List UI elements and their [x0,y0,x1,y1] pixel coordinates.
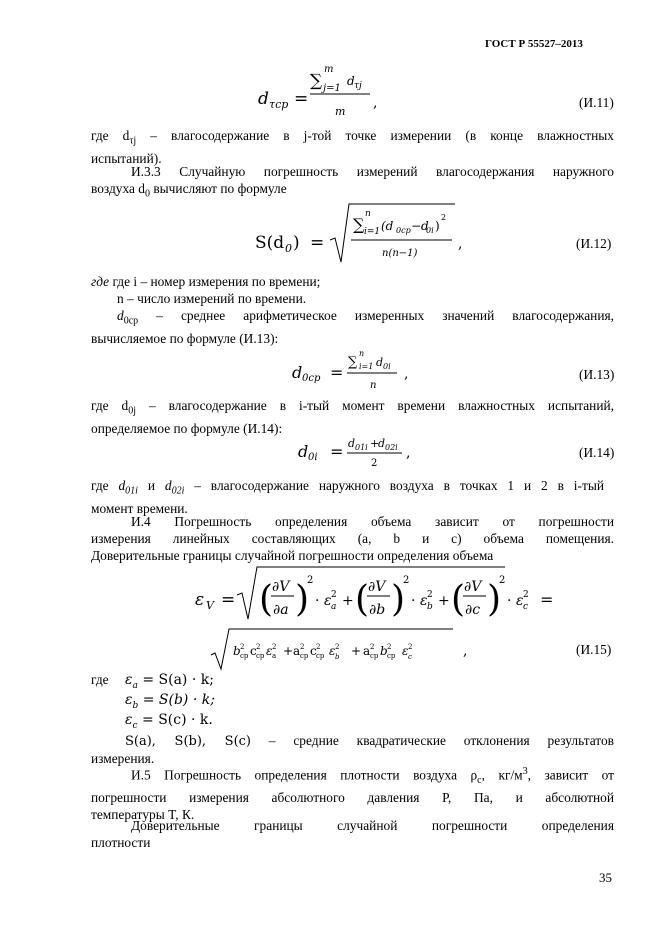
eq13-number: (И.13) [579,367,615,382]
para-9: Доверительные границы случайной погрешности определения плотности [91,818,614,850]
svg-text:ср: ср [240,652,249,660]
svg-text:0ср: 0ср [396,226,411,235]
svg-text:j=1: j=1 [323,83,341,94]
svg-text:,: , [463,643,468,659]
svg-text:b: b [380,644,388,658]
svg-text:(: ( [451,579,466,620]
svg-text:a: a [272,652,277,660]
svg-text:2: 2 [371,458,378,469]
svg-text:b: b [335,653,340,661]
svg-text:,: , [404,366,409,382]
svg-text:2: 2 [256,643,261,651]
svg-text:ε: ε [402,644,409,658]
svg-text:S(d: S(d [255,233,285,253]
svg-text:(: ( [259,579,274,620]
svg-text:∑: ∑ [348,355,358,370]
para-1: где $d_{\tau j}$ – влагосодержание в j-той точке измерении (в конце влажностных испытаний). [91,128,614,166]
svg-text:ср: ср [316,652,325,660]
svg-text:0i: 0i [383,362,391,371]
svg-text:+: + [283,644,294,658]
svg-text:2: 2 [523,590,529,600]
para-5: где $d_{01i}$ и $d_{02i}$ – влагосодержание наружного воздуха в точках 1 и 2 в i-тый момент времени. [91,478,604,516]
svg-text:ср: ср [370,652,379,660]
svg-text:ε: ε [516,593,524,609]
eq11-sum: ∑ [310,71,323,91]
svg-text:=: = [540,590,554,609]
svg-text:): ) [295,579,310,620]
svg-text:c: c [523,602,529,612]
svg-text:=: = [310,233,325,253]
eq15-number: (И.15) [576,642,612,657]
svg-text:∂b: ∂b [369,602,386,618]
page-number: 35 [599,870,612,885]
para-6: И.4 Погрешность определения объема зависит от погрешности измерения линейных составляющих (a, b и c) объема помещения. Доверительные границы случайной погрешности определения объема [91,514,614,563]
para-8: И.5 Погрешность определения плотности воздуха $\rho_c$, $кг/м^3$, зависит от погрешности измерения абсолютного давления P, Па, и абсолютной температуры T, К. [91,766,614,823]
svg-text:ε: ε [420,593,428,609]
equation-i12 [255,200,475,270]
svg-text:τj: τj [354,81,362,91]
svg-text:0i: 0i [426,226,434,235]
svg-text:01i: 01i [355,443,368,452]
svg-text:ср: ср [387,652,396,660]
svg-text:0i: 0i [308,452,318,463]
svg-text:∂V: ∂V [368,579,386,595]
svg-text:∂c: ∂c [465,602,481,618]
svg-text:2: 2 [331,590,337,600]
svg-text:d: d [298,442,309,461]
svg-text:=: = [221,590,236,610]
svg-text:·: · [315,593,320,609]
svg-text:a: a [331,602,337,612]
svg-text:0: 0 [285,242,292,255]
svg-text:2: 2 [335,643,340,651]
svg-text:n: n [359,349,365,358]
para-3: где где i – номер измерения по времени; n – число измерений по времени. $d_{0ср}$ – среднее арифметическое измеренных значений влагосодержания, вычисляемое по формуле (И.13): [91,274,614,346]
svg-text:∂V: ∂V [464,579,482,595]
svg-text:2: 2 [370,643,375,651]
equation-i11 [240,60,420,122]
svg-text:+: + [351,644,362,658]
svg-text:0ср: 0ср [302,373,321,384]
svg-text:): ) [391,579,406,620]
equation-i14 [296,430,426,472]
svg-text:02i: 02i [385,443,398,452]
standard-header: ГОСТ Р 55527–2013 [485,38,583,50]
svg-text:2: 2 [441,213,447,222]
svg-text:c: c [310,644,317,658]
svg-text:c: c [250,644,257,658]
svg-text:d: d [292,363,303,382]
para-7: где $\varepsilon_a = S(a) \cdot k$; $\varepsilon_b = S(b) \cdot k$; $\varepsilon_c = S(c) \cdot k$. S(a), S(b), S(c) – средние квадратические отклонения результатов измерения. [91,672,614,766]
svg-text:V: V [206,599,214,612]
eq11-number: (И.11) [579,95,614,110]
svg-text:n: n [370,380,377,391]
svg-text:+: + [342,593,354,609]
svg-text:,: , [373,95,378,111]
svg-text:−d: −d [411,219,429,233]
svg-text:ε: ε [195,590,205,610]
eq14-number: (И.14) [579,445,615,460]
svg-text:b: b [233,644,241,658]
svg-text:m: m [324,64,334,75]
svg-text:2: 2 [272,643,277,651]
svg-text:2: 2 [300,643,305,651]
svg-text:2: 2 [403,575,410,586]
equation-i13 [290,348,430,394]
svg-text:d: d [347,74,355,88]
svg-text:ε: ε [324,593,332,609]
svg-text:i=1: i=1 [359,362,374,371]
svg-text:2: 2 [408,643,413,651]
svg-text:ε: ε [266,644,273,658]
svg-text:=: = [330,442,344,461]
para-2: И.3.3 Случайную погрешность измерений влагосодержания наружного воздуха $d_0$ вычисляют по формуле [91,164,614,200]
svg-text:,: , [458,236,463,252]
svg-text:ср: ср [256,652,265,660]
svg-text:ε: ε [329,644,336,658]
svg-text:d: d [378,437,386,450]
svg-text:2: 2 [427,590,433,600]
svg-text:=: = [294,89,309,109]
svg-text:·: · [507,593,512,609]
svg-text:ср: ср [300,652,309,660]
eq12-number: (И.12) [576,236,612,251]
eq11-lhs: d [258,89,269,109]
eq11-lhs-sub: τср [269,98,289,111]
svg-text:n: n [365,209,371,219]
equation-i15 [195,563,565,673]
svg-text:2: 2 [316,643,321,651]
svg-text:2: 2 [240,643,245,651]
svg-text:·: · [411,593,416,609]
svg-text:m: m [335,105,346,118]
svg-text:n(n−1): n(n−1) [382,248,418,259]
svg-text:c: c [408,653,412,661]
svg-text:(d: (d [381,219,394,233]
svg-text:,: , [406,445,411,461]
svg-text:+: + [438,593,450,609]
svg-text:∂a: ∂a [273,602,289,618]
svg-text:): ) [487,579,502,620]
svg-text:a: a [293,644,301,658]
svg-text:=: = [330,363,344,382]
svg-text:i=1: i=1 [364,227,381,237]
svg-text:2: 2 [499,575,506,586]
svg-text:+: + [370,437,380,450]
svg-text:d: d [348,437,356,450]
svg-text:(: ( [355,579,370,620]
svg-text:): ) [293,233,300,253]
svg-text:2: 2 [387,643,392,651]
svg-text:2: 2 [307,575,314,586]
para-4: где $d_{0j}$ – влагосодержание в i-тый момент времени влажностных испытаний, определяемое по формуле (И.14): [91,398,614,436]
svg-text:b: b [427,602,433,612]
svg-text:∑: ∑ [353,215,365,234]
svg-text:d: d [376,356,384,369]
svg-text:∂V: ∂V [272,579,290,595]
svg-text:): ) [435,219,440,233]
svg-text:a: a [363,644,371,658]
